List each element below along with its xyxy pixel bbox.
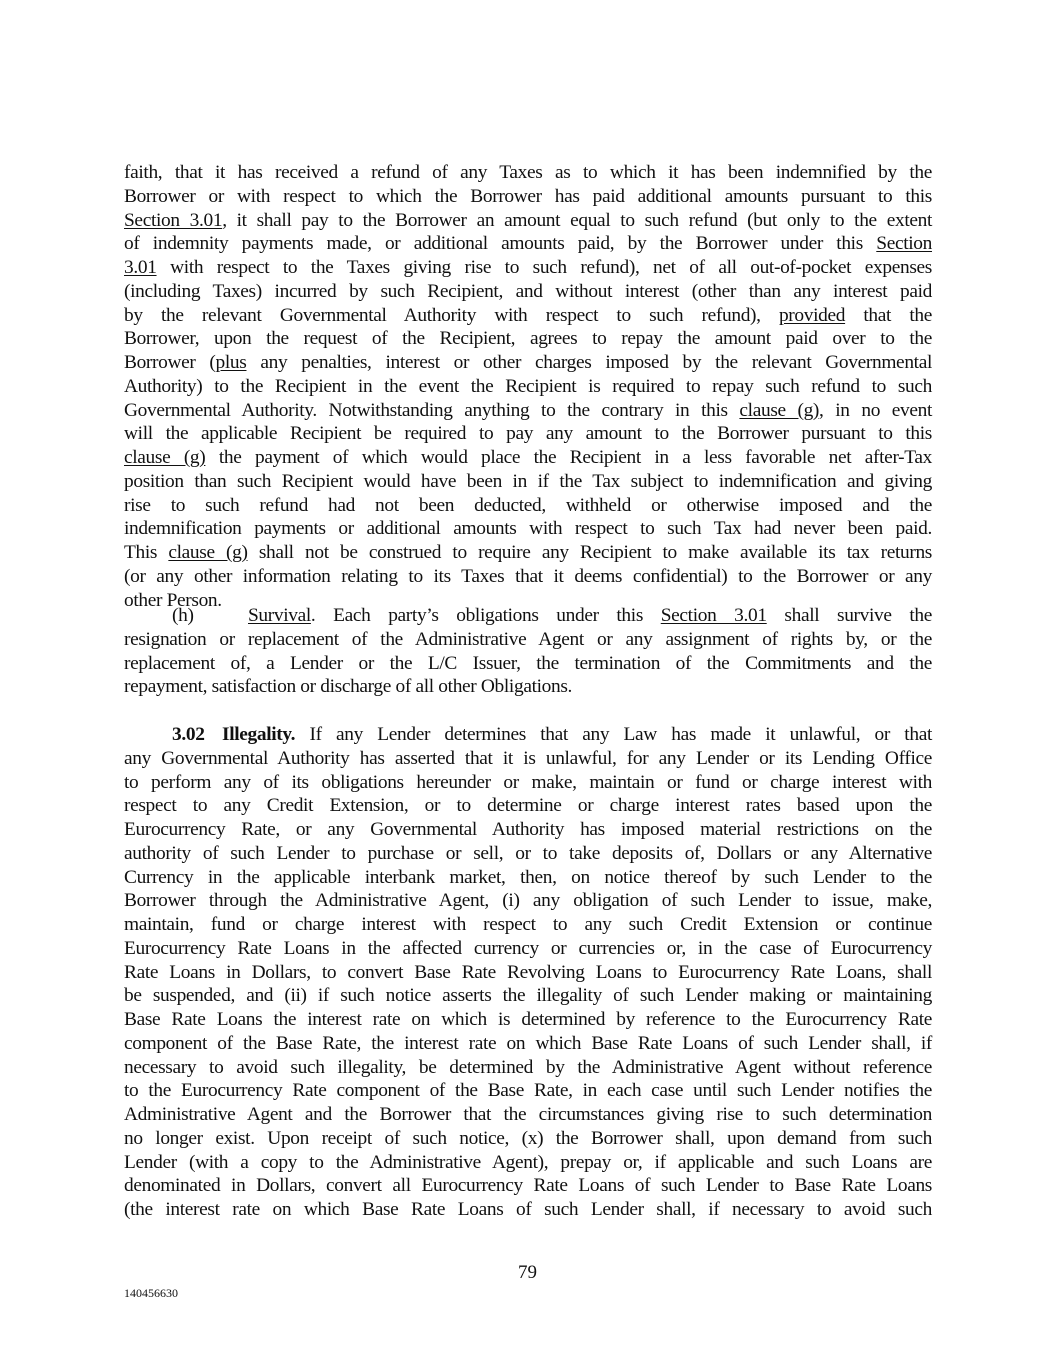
text-line: be suspended, and (ii) if such notice asserts the illegality of such Lender making or maintaining (124, 985, 932, 1007)
section-reference-link: 3.01 (124, 257, 157, 278)
text-line: of indemnity payments made, or additional amounts paid, by the Borrower under this Section (124, 233, 932, 255)
text-line: 3.01 with respect to the Taxes giving rise to such refund), net of all out-of-pocket expenses (124, 257, 932, 278)
text-line: Lender (with a copy to the Administrative Agent), prepay or, if applicable and such Loans are (124, 1151, 932, 1173)
section-heading: Illegality. (222, 724, 296, 745)
paragraph-h-survival (124, 604, 932, 699)
text-line: Administrative Agent and the Borrower that the circumstances giving rise to such determination (124, 1104, 932, 1125)
text-line: Currency in the applicable interbank market, then, on notice thereof by such Lender to the (124, 866, 932, 888)
section-reference-link: Section (876, 233, 932, 255)
clause-marker: (h) (172, 605, 194, 626)
section-number: 3.02 (172, 724, 205, 745)
text-line: Borrower (plus any penalties, interest or other charges imposed by the relevant Governmental (124, 352, 932, 373)
paragraph-g-continued (124, 161, 932, 612)
section-3-02-illegality (124, 723, 932, 1222)
text-line: to the Eurocurrency Rate component of the Base Rate, in each case until such Lender notifies the (124, 1080, 932, 1102)
text-line: (or any other information relating to its Taxes that it deems confidential) to the Borrower or any (124, 565, 932, 587)
text-line: replacement of, a Lender or the L/C Issuer, the termination of the Commitments and the (124, 652, 932, 674)
text-line: maintain, fund or charge interest with respect to any such Credit Extension or continue (124, 914, 932, 935)
section-reference-link: Section 3.01 (124, 209, 223, 231)
section-reference-link: Section 3.01 (660, 605, 767, 626)
clause-heading: Survival (248, 605, 311, 626)
text-line: Borrower, upon the request of the Recipient, agrees to repay the amount paid over to the (124, 328, 932, 350)
text-line: Rate Loans in Dollars, to convert Base Rate Revolving Loans to Eurocurrency Rate Loans, shall (124, 961, 932, 983)
text-line: Base Rate Loans the interest rate on which is determined by reference to the Eurocurrency Rate (124, 1009, 932, 1030)
text-line: indemnification payments or additional amounts with respect to such Tax had never been paid. (124, 518, 932, 540)
text-line: denominated in Dollars, convert all Eurocurrency Rate Loans of such Lender to Base Rate Loans (124, 1175, 932, 1197)
text-line: repayment, satisfaction or discharge of all other Obligations. (124, 676, 573, 698)
clause-reference-link: clause (g) (739, 399, 820, 421)
text-line: other Person. (124, 589, 222, 611)
text-line: clause (g) the payment of which would place the Recipient in a less favorable net after-Tax (124, 447, 933, 468)
document-id: 140456630 (124, 1286, 178, 1300)
clause-reference-link: clause (g) (168, 542, 248, 563)
text-line: by the relevant Governmental Authority with respect to such refund), provided that the (124, 304, 932, 326)
text-line: necessary to avoid such illegality, be determined by the Administrative Agent without reference (124, 1056, 932, 1078)
text-line: (h) Survival. Each party’s obligations under this Section 3.01 shall survive the (172, 605, 932, 626)
text-line: will the applicable Recipient be required to pay any amount to the Borrower pursuant to this (124, 423, 932, 445)
text-line: faith, that it has received a refund of any Taxes as to which it has been indemnified by the (124, 162, 932, 183)
text-line: This clause (g) shall not be construed to require any Recipient to make available its tax returns (124, 542, 933, 563)
text-line: Authority) to the Recipient in the event the Recipient is required to repay such refund to such (124, 375, 932, 397)
text-line: component of the Base Rate, the interest rate on which Base Rate Loans of such Lender shall, if (124, 1032, 932, 1054)
clause-reference-link: clause (g) (124, 447, 206, 468)
text-line: position than such Recipient would have been in if the Tax subject to indemnification and giving (124, 470, 932, 492)
provided-term: provided (778, 304, 846, 326)
text-line: any Governmental Authority has asserted that it is unlawful, for any Lender or its Lending Office (124, 747, 932, 769)
text-line: (the interest rate on which Base Rate Loans of such Lender shall, if necessary to avoid such (124, 1199, 932, 1220)
text-line: resignation or replacement of the Administrative Agent or any assignment of rights by, or the (124, 628, 932, 650)
text-line: (including Taxes) incurred by such Recipient, and without interest (other than any interest paid (124, 280, 932, 302)
text-line: rise to such refund had not been deducted, withheld or otherwise imposed and the (124, 494, 932, 516)
text-line: Borrower or with respect to which the Borrower has paid additional amounts pursuant to this (124, 185, 932, 207)
text-line: Governmental Authority. Notwithstanding anything to the contrary in this clause (g), in no event (124, 399, 932, 421)
text-line: 3.02 Illegality. If any Lender determines that any Law has made it unlawful, or that (172, 724, 932, 745)
page-number: 79 (518, 1262, 537, 1283)
text-line: respect to any Credit Extension, or to determine or charge interest rates based upon the (124, 795, 932, 817)
text-line: authority of such Lender to purchase or sell, or to take deposits of, Dollars or any Alternative (124, 842, 932, 864)
text-line: Borrower through the Administrative Agent, (i) any obligation of such Lender to issue, make, (124, 890, 932, 912)
text-line: Section 3.01, it shall pay to the Borrower an amount equal to such refund (but only to the extent (124, 209, 933, 231)
text-line: Eurocurrency Rate, or any Governmental Authority has imposed material restrictions on the (124, 819, 932, 840)
text-line: no longer exist. Upon receipt of such notice, (x) the Borrower shall, upon demand from such (124, 1127, 932, 1149)
text-line: Eurocurrency Rate Loans in the affected currency or currencies or, in the case of Eurocurrency (124, 937, 932, 959)
text-line: to perform any of its obligations hereunder or make, maintain or fund or charge interest with (124, 771, 932, 793)
plus-term: plus (215, 352, 247, 373)
